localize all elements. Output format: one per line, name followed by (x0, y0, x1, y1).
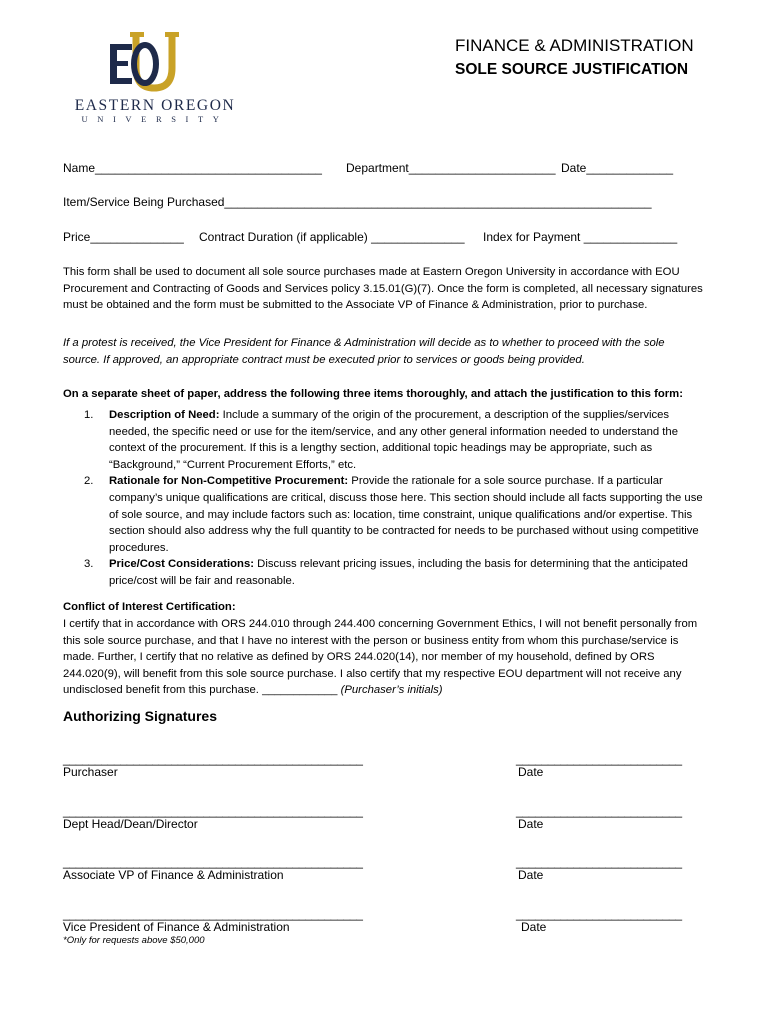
eou-logo (66, 30, 191, 92)
justification-items (63, 407, 703, 590)
intro-paragraph: This form shall be used to document all sole source purchases made at Eastern Oregon University in accordance with EOU Procurement and Contracting of Goods and Services policy 3.15.01(G)(7). Once the form is completed, all necessary signatures must be obtained and the form must be submitted to the Associate VP of Finance & Administration, prior to purchase. (63, 266, 703, 312)
purchaser-date-label: Date (518, 765, 544, 779)
vice-president-label: Vice President of Finance & Administration (63, 920, 290, 934)
dept-head-date-label: Date (518, 817, 544, 831)
item-text: Discuss relevant pricing issues, including the basis for determining that the anticipated price/cost will be fair and reasonable. (109, 558, 688, 587)
vice-president-date-line[interactable]: __________________________ (516, 907, 682, 921)
associate-vp-date-line[interactable]: __________________________ (516, 855, 682, 869)
form-title: SOLE SOURCE JUSTIFICATION (455, 61, 689, 78)
associate-vp-date-label: Date (518, 868, 544, 882)
instruction-paragraph: On a separate sheet of paper, address the following three items thoroughly, and attach the justification to this form: (63, 388, 683, 400)
dept-head-signature-line[interactable]: _______________________________________________ (63, 804, 363, 818)
purchaser-date-line[interactable]: __________________________ (516, 752, 682, 766)
item-title: Rationale for Non-Competitive Procurement: (109, 475, 349, 488)
vice-president-date-label: Date (521, 920, 547, 934)
date-field[interactable]: Date_____________ (561, 161, 674, 175)
item-number: 1. (84, 409, 94, 421)
list-item (63, 556, 703, 589)
conflict-title: Conflict of Interest Certification: (63, 601, 236, 613)
list-item (63, 407, 703, 473)
department-heading: FINANCE & ADMINISTRATION (455, 36, 694, 55)
vice-president-signature-line[interactable]: _______________________________________________ (63, 907, 363, 921)
department-field[interactable]: Department______________________ (346, 161, 556, 175)
item-number: 2. (84, 475, 94, 488)
purchaser-label: Purchaser (63, 765, 118, 779)
item-number: 3. (84, 558, 94, 571)
index-for-payment-field[interactable]: Index for Payment ______________ (483, 230, 678, 244)
dept-head-label: Dept Head/Dean/Director (63, 817, 198, 831)
dept-head-date-line[interactable]: __________________________ (516, 804, 682, 818)
initials-field[interactable]: ____________ (262, 684, 338, 697)
associate-vp-signature-line[interactable]: _______________________________________________ (63, 855, 363, 869)
item-service-field[interactable]: Item/Service Being Purchased________________________________________________________________ (63, 195, 652, 209)
item-text: Provide the rationale for a sole source purchase. If a particular company’s unique qualifications are critical, discuss those here. This section should include all facts supporting the use of sole source, and may include factors such as: location, time constraint, unique qualifications and/or expertise. This section should also address why the full quantity to be contracted for needs to be purchased without using competitive procedures. (109, 475, 703, 554)
associate-vp-label: Associate VP of Finance & Administration (63, 868, 284, 882)
name-field[interactable]: Name__________________________________ (63, 161, 322, 175)
university-subtitle: UNIVERSITY (81, 114, 229, 124)
protest-paragraph: If a protest is received, the Vice President for Finance & Administration will decide as to whether to proceed with the sole source. If approved, an appropriate contract must be executed prior to services or goods being provided. (63, 337, 665, 366)
item-title: Description of Need: (109, 409, 220, 421)
authorizing-signatures-heading: Authorizing Signatures (63, 708, 217, 724)
university-name: EASTERN OREGON (74, 97, 236, 114)
conflict-text: I certify that in accordance with ORS 244.010 through 244.400 concerning Government Ethics, I will not benefit personally from this sole source purchase, and that I have no interest with the person or business entity from whom this purchase/service is made. Further, I certify that no relative as defined by ORS 244.020(14), nor member of my household, defined by ORS 244.020(9), will benefit from this sole source purchase. I also certify that my respective EOU department will not receive any undisclosed benefit from this purchase. (63, 618, 698, 697)
contract-duration-field[interactable]: Contract Duration (if applicable) ______________ (199, 230, 465, 244)
price-field[interactable]: Price______________ (63, 230, 184, 244)
conflict-paragraph (63, 616, 703, 699)
item-text: Include a summary of the origin of the procurement, a description of the supplies/services needed, the specific need or use for the item/service, and any other general information needed to understand the context of the procurement. If this is a lengthy section, additional topic headings may be appropriate, such as “Background,” “Current Procurement Efforts,” etc. (109, 409, 678, 471)
item-title: Price/Cost Considerations: (109, 558, 255, 571)
purchaser-signature-line[interactable]: _______________________________________________ (63, 752, 363, 766)
footnote: *Only for requests above $50,000 (63, 935, 205, 946)
list-item (63, 473, 703, 556)
initials-label: (Purchaser’s initials) (337, 684, 443, 697)
